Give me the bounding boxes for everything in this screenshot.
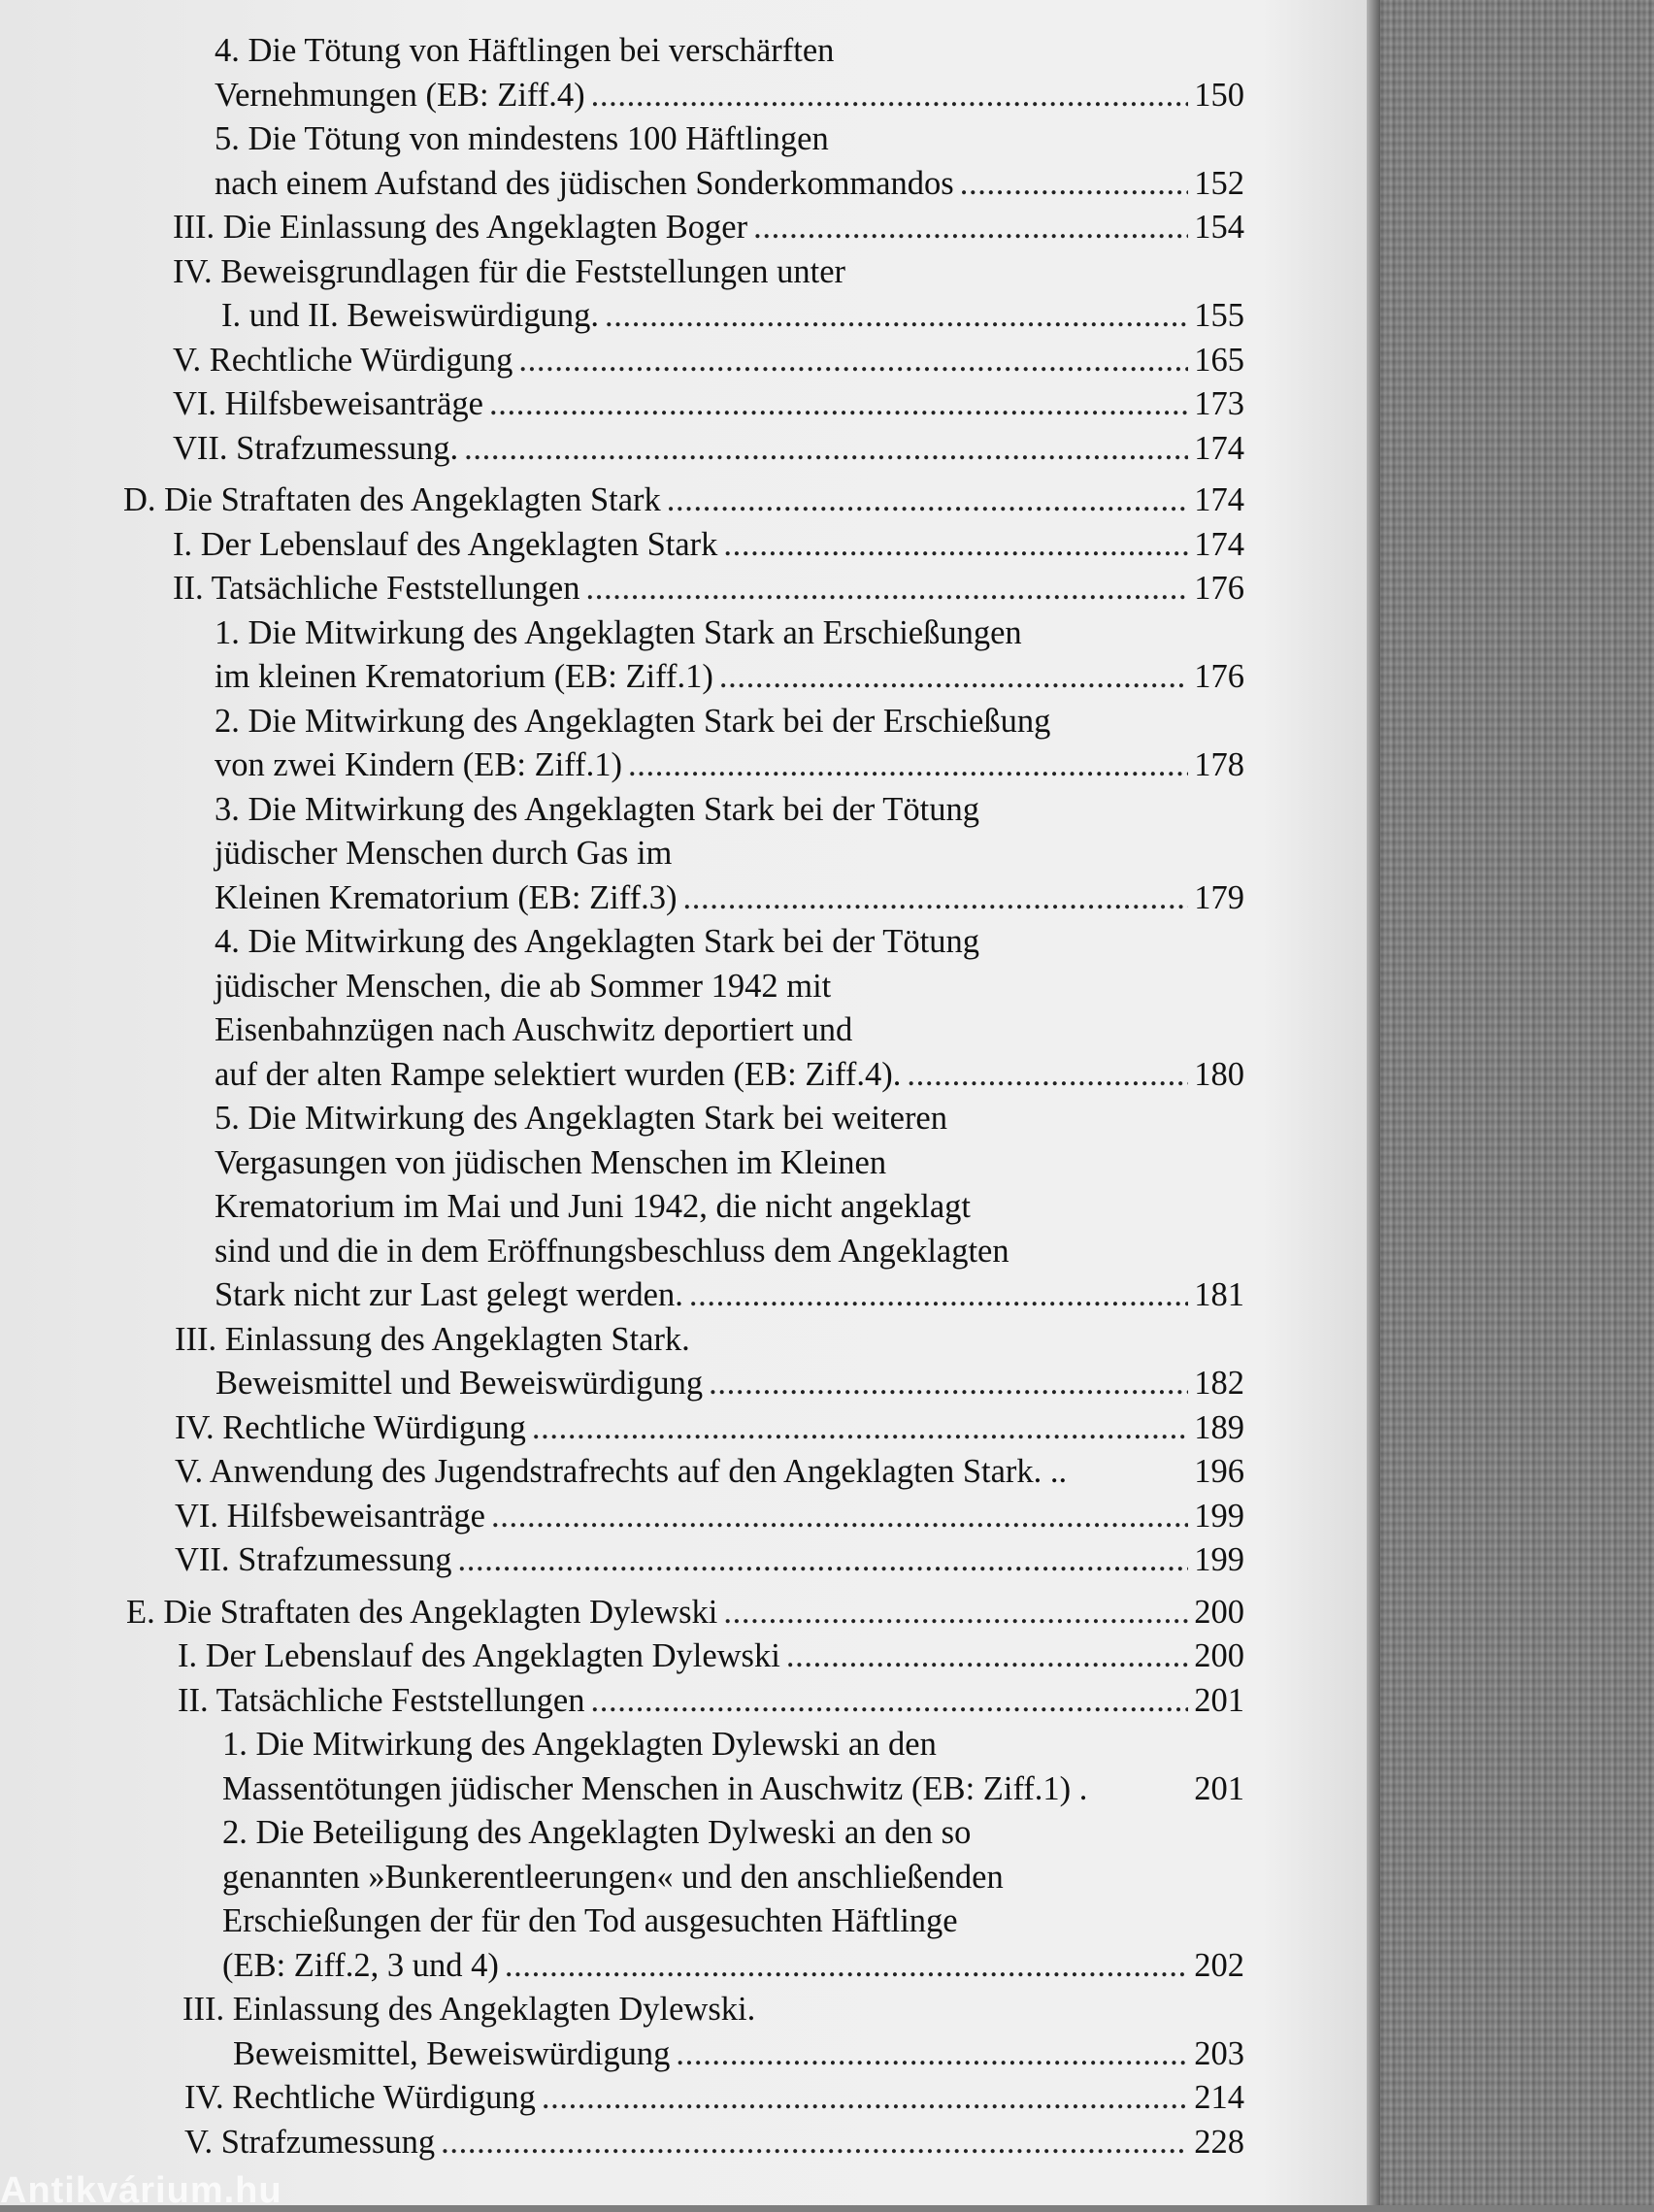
toc-page-number: 180	[1194, 1055, 1244, 1093]
toc-entry-title: 2. Die Mitwirkung des Angeklagten Stark bei der Erschießung	[215, 702, 1051, 740]
section-gap	[0, 471, 1371, 479]
toc-entry	[0, 1406, 1371, 1451]
toc-entry-title: Beweismittel und Beweiswürdigung	[215, 1365, 704, 1402]
toc-page-number: 201	[1194, 1681, 1244, 1719]
toc-page-number: 200	[1194, 1637, 1244, 1674]
toc-entry-title: I. und II. Beweiswürdigung.	[221, 297, 600, 334]
leader-dots	[682, 876, 1188, 921]
toc-entry-title: Krematorium im Mai und Juni 1942, die nicht angeklagt	[215, 1188, 971, 1225]
toc-entry-title: nach einem Aufstand des jüdischen Sonderkommandos	[215, 164, 954, 202]
leader-dots	[464, 427, 1188, 472]
toc-entry	[0, 1767, 1371, 1812]
toc-page-number: 174	[1194, 525, 1244, 563]
toc-entry-title: Kleinen Krematorium (EB: Ziff.3)	[215, 878, 678, 916]
toc-entry	[0, 1450, 1371, 1495]
toc-page-number: 150	[1194, 76, 1244, 114]
toc-entry-title: 3. Die Mitwirkung des Angeklagten Stark bei der Tötung	[215, 790, 979, 828]
toc-entry-title: Stark nicht zur Last gelegt werden.	[215, 1276, 683, 1313]
toc-entry-title: 5. Die Mitwirkung des Angeklagten Stark bei weiteren	[215, 1100, 947, 1137]
toc-entry-title: im kleinen Krematorium (EB: Ziff.1)	[215, 658, 713, 695]
toc-page-number: 178	[1194, 746, 1244, 783]
leader-dots	[786, 1634, 1188, 1679]
toc-entry-title: Eisenbahnzügen nach Auschwitz deportiert und	[215, 1011, 853, 1048]
toc-entry	[0, 1591, 1371, 1635]
toc-entry	[0, 250, 1371, 295]
toc-page-number: 202	[1194, 1946, 1244, 1984]
leader-dots	[542, 2076, 1188, 2121]
toc-page-number: 199	[1194, 1497, 1244, 1535]
toc-entry	[0, 1634, 1371, 1679]
toc-entry-title: II. Tatsächliche Feststellungen	[173, 570, 580, 607]
toc-entry	[0, 2121, 1371, 2165]
toc-entry	[0, 1141, 1371, 1186]
toc-page-number: 201	[1194, 1769, 1244, 1807]
toc-entry	[0, 567, 1371, 611]
leader-dots	[667, 479, 1188, 523]
leader-dots	[719, 655, 1188, 700]
toc-entry	[0, 788, 1371, 833]
toc-entry-title: 4. Die Mitwirkung des Angeklagten Stark bei der Tötung	[215, 923, 979, 960]
toc-entry	[0, 1097, 1371, 1141]
section-gap	[0, 1583, 1371, 1591]
toc-entry-title: genannten »Bunkerentleerungen« und den anschließenden	[222, 1858, 1004, 1896]
toc-entry-title: 4. Die Tötung von Häftlingen bei verschärften	[215, 32, 835, 69]
toc-entry-title: Erschießungen der für den Tod ausgesuchten Häftlinge	[222, 1902, 958, 1939]
page-edge	[1367, 0, 1380, 2205]
toc-entry	[0, 2032, 1371, 2077]
leader-dots	[605, 294, 1188, 339]
toc-entry	[0, 162, 1371, 207]
leader-dots	[518, 339, 1188, 383]
toc-entry-title: (EB: Ziff.2, 3 und 4)	[222, 1946, 499, 1984]
toc-entry	[0, 700, 1371, 744]
toc-entry-title: jüdischer Menschen, die ab Sommer 1942 mit	[215, 967, 832, 1005]
leader-dots	[591, 74, 1189, 118]
leader-dots	[907, 1053, 1188, 1098]
toc-entry-title: I. Der Lebenslauf des Angeklagten Dylewski	[178, 1637, 780, 1674]
table-of-contents	[0, 29, 1371, 2164]
toc-entry	[0, 611, 1371, 656]
toc-entry	[0, 1679, 1371, 1724]
toc-entry-title: 1. Die Mitwirkung des Angeklagten Dylewski an den	[222, 1726, 937, 1763]
toc-entry-title: II. Tatsächliche Feststellungen	[178, 1681, 585, 1719]
leader-dots	[723, 1591, 1188, 1635]
toc-page-number: 152	[1194, 164, 1244, 202]
toc-entry	[0, 339, 1371, 383]
toc-entry	[0, 117, 1371, 162]
leader-dots	[590, 1679, 1188, 1724]
toc-entry-title: VI. Hilfsbeweisanträge	[173, 385, 483, 422]
toc-entry-title: VII. Strafzumessung	[175, 1541, 452, 1578]
toc-entry-title: Massentötungen jüdischer Menschen in Auschwitz (EB: Ziff.1) .	[222, 1769, 1088, 1807]
leader-dots	[585, 567, 1188, 611]
toc-entry	[0, 382, 1371, 427]
toc-entry	[0, 29, 1371, 74]
toc-entry-title: III. Die Einlassung des Angeklagten Boger	[173, 209, 748, 246]
leader-dots	[753, 206, 1188, 250]
toc-page-number: 214	[1194, 2079, 1244, 2116]
leader-dots	[709, 1362, 1188, 1406]
toc-page-number: 179	[1194, 878, 1244, 916]
toc-entry-title: von zwei Kindern (EB: Ziff.1)	[215, 746, 622, 783]
toc-page-number: 176	[1194, 570, 1244, 607]
toc-entry-title: 1. Die Mitwirkung des Angeklagten Stark an Erschießungen	[215, 613, 1022, 651]
toc-entry	[0, 294, 1371, 339]
toc-entry-title: 2. Die Beteiligung des Angeklagten Dylweski an den so	[222, 1814, 972, 1851]
toc-entry	[0, 1362, 1371, 1406]
toc-entry-title: V. Anwendung des Jugendstrafrechts auf den Angeklagten Stark. ..	[175, 1453, 1068, 1490]
toc-entry	[0, 1538, 1371, 1583]
toc-entry	[0, 1495, 1371, 1539]
toc-entry	[0, 523, 1371, 568]
toc-entry	[0, 74, 1371, 118]
leader-dots	[489, 382, 1188, 427]
toc-page-number: 189	[1194, 1408, 1244, 1446]
toc-entry-title: IV. Beweisgrundlagen für die Feststellungen unter	[173, 252, 846, 290]
toc-entry-title: 5. Die Tötung von mindestens 100 Häftlingen	[215, 120, 829, 157]
toc-page-number: 182	[1194, 1365, 1244, 1402]
leader-dots	[491, 1495, 1188, 1539]
toc-page-number: 174	[1194, 481, 1244, 518]
toc-entry	[0, 1273, 1371, 1318]
toc-entry	[0, 876, 1371, 921]
toc-page-number: 176	[1194, 658, 1244, 695]
toc-entry	[0, 1230, 1371, 1274]
toc-entry-title: D. Die Straftaten des Angeklagten Stark	[123, 481, 661, 518]
toc-page-number: 203	[1194, 2034, 1244, 2072]
toc-entry-title: Vergasungen von jüdischen Menschen im Kleinen	[215, 1143, 887, 1181]
leader-dots	[532, 1406, 1188, 1451]
toc-entry	[0, 743, 1371, 788]
toc-entry-title: Beweismittel, Beweiswürdigung	[233, 2034, 671, 2072]
toc-entry	[0, 655, 1371, 700]
toc-entry-title: V. Strafzumessung	[184, 2123, 436, 2161]
toc-entry	[0, 1008, 1371, 1053]
toc-entry	[0, 920, 1371, 965]
toc-entry-title: I. Der Lebenslauf des Angeklagten Stark	[173, 525, 718, 563]
watermark: Antikvárium.hu	[0, 2170, 282, 2211]
toc-entry	[0, 832, 1371, 876]
leader-dots	[689, 1273, 1188, 1318]
toc-entry	[0, 1944, 1371, 1989]
leader-dots	[441, 2121, 1188, 2165]
toc-page-number: 228	[1194, 2123, 1244, 2161]
toc-entry-title: Vernehmungen (EB: Ziff.4)	[215, 76, 585, 114]
toc-entry-title: E. Die Straftaten des Angeklagten Dylewski	[126, 1593, 718, 1631]
toc-entry	[0, 1053, 1371, 1098]
toc-entry	[0, 2076, 1371, 2121]
toc-entry	[0, 1856, 1371, 1900]
toc-entry	[0, 1318, 1371, 1363]
leader-dots	[960, 162, 1189, 207]
toc-page-number: 196	[1194, 1453, 1244, 1490]
toc-entry-title: VI. Hilfsbeweisanträge	[175, 1497, 485, 1535]
leader-dots	[505, 1944, 1188, 1989]
toc-page-number: 155	[1194, 297, 1244, 334]
toc-entry-title: sind und die in dem Eröffnungsbeschluss dem Angeklagten	[215, 1232, 1009, 1270]
toc-entry	[0, 1723, 1371, 1767]
leader-dots	[458, 1538, 1189, 1583]
toc-entry	[0, 1185, 1371, 1230]
toc-entry	[0, 1811, 1371, 1856]
toc-entry-title: IV. Rechtliche Würdigung	[184, 2079, 536, 2116]
toc-entry-title: jüdischer Menschen durch Gas im	[215, 835, 673, 872]
toc-entry-title: III. Einlassung des Angeklagten Stark.	[175, 1320, 690, 1358]
toc-page-number: 173	[1194, 385, 1244, 422]
toc-page-number: 181	[1194, 1276, 1244, 1313]
toc-entry	[0, 427, 1371, 472]
toc-entry-title: VII. Strafzumessung.	[173, 429, 459, 467]
toc-entry-title: V. Rechtliche Würdigung	[173, 341, 513, 379]
toc-entry-title: III. Einlassung des Angeklagten Dylewski.	[182, 1991, 756, 2028]
toc-page-number: 174	[1194, 429, 1244, 467]
toc-entry-title: auf der alten Rampe selektiert wurden (EB: Ziff.4).	[215, 1055, 902, 1093]
leader-dots	[723, 523, 1188, 568]
toc-entry-title: IV. Rechtliche Würdigung	[175, 1408, 526, 1446]
toc-entry	[0, 206, 1371, 250]
toc-entry	[0, 965, 1371, 1009]
toc-entry	[0, 1899, 1371, 1944]
toc-page-number: 165	[1194, 341, 1244, 379]
leader-dots	[676, 2032, 1188, 2077]
toc-entry	[0, 1988, 1371, 2032]
toc-page-number: 154	[1194, 209, 1244, 246]
toc-page-number: 200	[1194, 1593, 1244, 1631]
leader-dots	[628, 743, 1188, 788]
toc-page-number: 199	[1194, 1541, 1244, 1578]
background-right	[1359, 0, 1654, 2205]
toc-entry	[0, 479, 1371, 523]
